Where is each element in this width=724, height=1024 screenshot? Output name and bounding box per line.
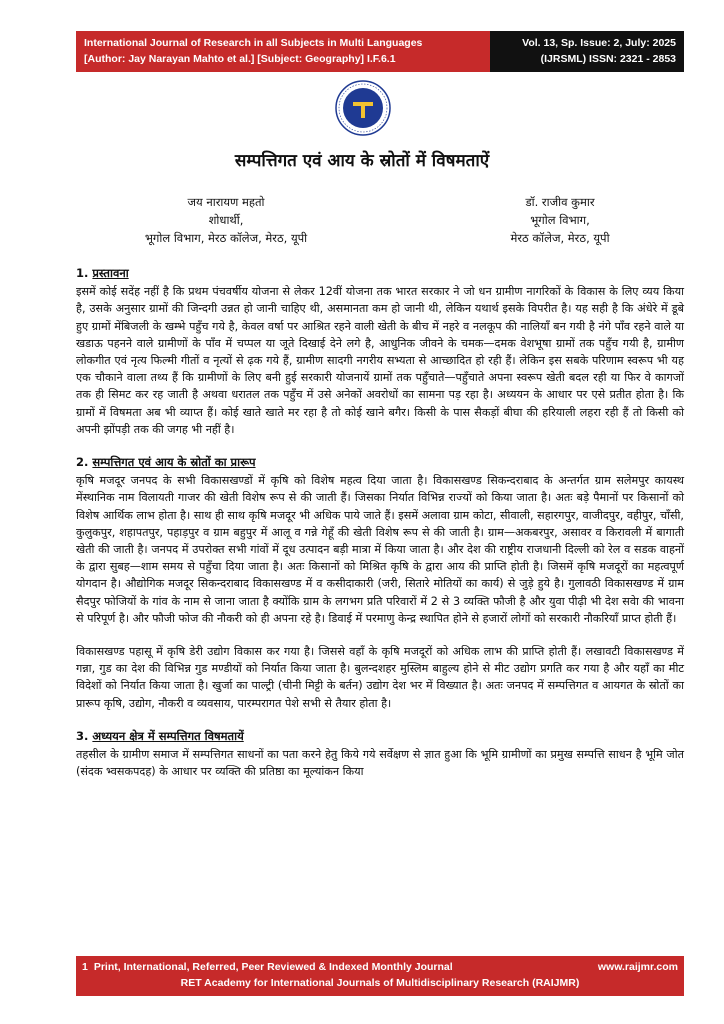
issn-info: (IJRSML) ISSN: 2321 - 2853 <box>540 53 676 65</box>
section-paragraph: इसमें कोई सदेंह नहीं है कि प्रथम पंचवर्षीय योजना से लेकर 12वीं योजना तक भारत सरकार ने जो धन ग्रामीण नागरिकों के विकास के लिए व्यय किया है, उसके अनुसार ग्रामों की जिन्दगी उन्नत हो जानी चाहिए थी, असमानता कम हो जानी थी, लेकिन यथार्थ इसके विपरीत है। यह सही है कि अंधेरे में डूबे हुए ग्रामों मेंबिजली के खम्भे पहुँच गये है, केवल वर्षा पर आश्रित रहने वाली खेती के बीच में नहरे व नलकूप की नालियाँ बन गयी है नंगे पाँव रहने वाले या खडाऊ पहनने वाले ग्रामीणों के पाँव में चप्पल या जूते दिखाई देने लगे है, आधुनिक जीवने के चमक—दमक वेशभूषा ग्रामों तक पहुँच गयी है, ग्रामीण लोकगीत एवं नृत्य फिल्मी गीतों व नृत्यों से ढ़क गये हैं, ग्रामीण सादगी नगरीय सभ्यता से आच्छादित हो रही हैं। लेकिन इस सबके परिणाम स्वरूप भी यह एक चौकाने वाला तथ्य हैं कि ग्रामीणों के लिए बनी हुई सरकारी योजनायें ग्रामों तक पहुँचाते—पहुँचाते अपना स्वरूप खेती बदल रही या फिर वे कागजों तक ही सिमट कर रह जाती है अथवा धरातल तक पहुँच में उसे अनेकों अवरोधों का सामना पड़ रहा है। अध्ययन के आधार पर एसे प्रतीत होता है। कि ग्रामों में विषमता अब भी व्याप्त हैं। कोई खाते खाते मर रहा है तो कोई खाने बगैर। किसी के पास सैकड़ों बीघा की हरियाली लहरा रही हैं तो किसी को अपनी झोंपड़ी तक की जगह भी नहीं है। <box>76 285 684 436</box>
header-right-band <box>490 31 684 72</box>
author-block-2 <box>430 193 690 247</box>
section-paragraph: तहसील के ग्रामीण समाज में सम्पत्तिगत साधनों का पता करने हेतु किये गये सर्वेक्षण से ज्ञात हुआ कि भूमि ग्रामीणों का प्रमुख सम्पत्ति साधन है भूमि जोत (संदक भ्वसकपदह) के आधार पर व्यक्ति की प्रतिष्ठा का मूल्यांकन किया <box>76 748 684 779</box>
journal-seal-logo <box>335 80 391 136</box>
section-heading: 2. सम्पत्तिगत एवं आय के स्रोतों का प्रारूप <box>76 455 256 470</box>
section-heading: 1. प्रस्तावना <box>76 266 129 280</box>
author-affiliation: मेरठ कॉलेज, मेरठ, यूपी <box>510 231 610 245</box>
volume-info: Vol. 13, Sp. Issue: 2, July: 2025 <box>522 37 676 49</box>
article-title: सम्पत्तिगत एवं आय के स्रोतों में विषमताऐं <box>234 151 490 171</box>
footer-tagline: Print, International, Referred, Peer Reviewed & Indexed Monthly Journal <box>93 961 453 973</box>
publisher-name: RET Academy for International Journals of Multidisciplinary Research (RAIJMR) <box>180 977 580 989</box>
section-paragraph: विकासखण्ड पहासू में कृषि डेरी उद्योग विकास कर गया है। जिससे वहाँ के कृषि मजदूरों को अधिक लाभ की प्राप्ति होती हैं। लखावटी विकासखण्ड में गन्ना, गुड का देश की विभिन्न गुड मण्डीयों को निर्यात किया जाता है। बुलन्दशहर मुस्लिम बाहुल्य होने से मीट उद्योग प्रगति कर गया है और यहाँ का मीट विदेशों को निर्यात किया जाता है। खुर्जा का पाल्ट्री (चीनी मिट्टी के बर्तन) उद्योग देश भर में विख्यात है। अतः जनपद में सम्पत्तिगत व आयगत के स्रोतों का प्रारूप कृषि, उद्योग, नौकरी व व्यवसाय, पारम्परागत पेशे सभी से तैयार होता है। <box>76 645 684 710</box>
section-heading-text: प्रस्तावना <box>92 266 129 280</box>
author-name: जय नारायण महतो <box>187 195 265 209</box>
header-left-band <box>76 31 490 72</box>
website-link[interactable]: www.raijmr.com <box>597 961 678 973</box>
author-affiliation: भूगोल विभाग, मेरठ कॉलेज, मेरठ, यूपी <box>144 231 308 245</box>
author-block-1 <box>96 193 356 247</box>
section-paragraph: कृषि मजदूर जनपद के सभी विकासखण्डों में कृषि को विशेष महत्व दिया जाता है। विकासखण्ड सिकन्दराबाद के अन्तर्गत ग्राम सलेमपुर कायस्थ मेंस्थानिक नाम विलायती गाजर की खेती विशेष रूप से की जाती हैं। जिसका निर्यात विभिन्न राज्यों को किया जाता है। अतः बड़े पैमानों पर किसानों को विशेष आर्थिक लाभ होता है। साथ ही साथ कृषि मजदूर भी अधिक पाये जाते हैं। इसमें अलावा ग्राम कोटा, सीवाली, सहारगपुर, वाजीदपुर, वहीपुर, चाँसी, कुलुकपुर, शहापतपुर, पहाड़पुर व ग्राम बहुपुर में आलू व गन्ने गेहूँ की खेती विशेष रूप से की जाती है। ग्राम—अकबरपुर, असावर व किरावली में बागाती खेती की जाती है। जनपद में उपरोक्त सभी गांवों में दूध उत्पादन बड़ी मात्रा में किया जाता है। और देश की राष्ट्रीय राजधानी दिल्ली को रेल व सडक वाहनों के द्वारा सुबह—शाम समय से पहुँचा दिया जाता है। अतः किसानों को मिश्रित कृषि के द्वारा आय की प्राप्ति होती है। जिसमें कृषि मजदूरों का महत्वपूर्ण योगदान है। औद्योगिक मजदूर सिकन्दराबाद विकासखण्ड में व कसीदाकारी (जरी, सितारे मोतियों का कार्य) से जुड़े हुये है। गुलावठी विकासखण्ड में ग्राम सैदपुर फोजियों के गांव के नाम से जाना जाता है क्योंकि ग्राम के लगभग प्रति परिवारों में 2 से 3 व्यक्ति फौजी है और युवा पीढ़ी भी देश सवेा की भावना से परिपूर्ण है। और फौजी फोज की नौकरी को ही अपना रहे है। डिवाई में परमाणु केन्द्र स्थापित होने से हजारों लोगों को सरकारी नौकरियाँ प्राप्त होती हैं। <box>76 474 684 625</box>
article-meta: [Author: Jay Narayan Mahto et al.] [Subject: Geography] I.F.6.1 <box>84 53 396 65</box>
author-role: शोधार्थी, <box>208 213 244 227</box>
journal-name: International Journal of Research in all Subjects in Multi Languages <box>84 37 423 49</box>
journal-header <box>76 31 684 72</box>
journal-footer <box>76 956 684 996</box>
author-role: भूगोल विभाग, <box>530 213 590 227</box>
page-number: 1 <box>82 961 88 973</box>
section-heading: 3. अध्ययन क्षेत्र में सम्पत्तिगत विषमतायें <box>76 728 244 743</box>
article-body <box>76 265 684 780</box>
section-heading-text: सम्पत्तिगत एवं आय के स्रोतों का प्रारूप <box>92 455 256 470</box>
author-name: डॉ. राजीव कुमार <box>525 195 595 209</box>
section-heading-text: अध्ययन क्षेत्र में सम्पत्तिगत विषमतायें <box>92 728 244 743</box>
